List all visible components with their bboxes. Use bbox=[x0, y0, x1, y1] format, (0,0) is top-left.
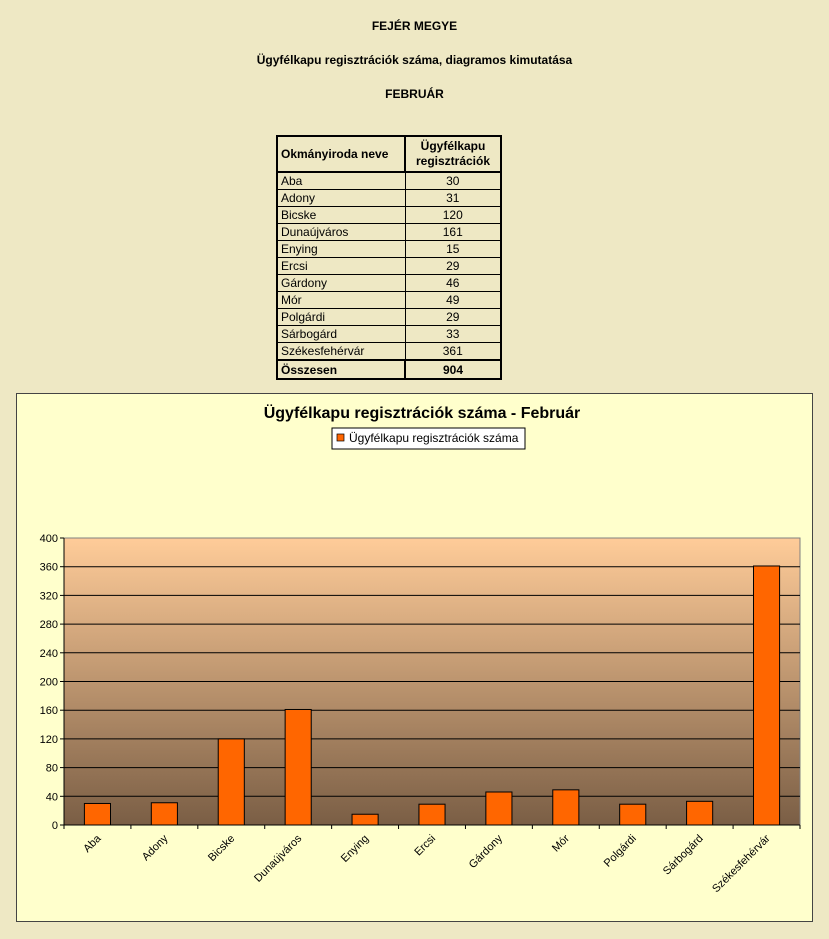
y-tick-label: 160 bbox=[39, 705, 58, 718]
bar-enying bbox=[352, 814, 378, 825]
chart-title: Ügyfélkapu regisztrációk száma - Február bbox=[263, 405, 581, 422]
report-subtitle: Ügyfélkapu regisztrációk száma, diagramos kimutatása bbox=[256, 53, 573, 67]
legend-label: Ügyfélkapu regisztrációk száma bbox=[349, 431, 519, 445]
table-row bbox=[277, 224, 501, 241]
column-header-registrations bbox=[405, 136, 501, 172]
bar-chart bbox=[17, 394, 812, 921]
y-tick-label: 360 bbox=[39, 561, 58, 574]
table-total-row bbox=[277, 360, 501, 379]
registration-count-cell: 30 bbox=[405, 172, 501, 190]
registration-table bbox=[276, 135, 502, 380]
legend-swatch bbox=[337, 434, 344, 441]
registration-count-cell: 361 bbox=[405, 343, 501, 361]
bar-bicske bbox=[218, 739, 244, 825]
bar-aba bbox=[84, 803, 110, 825]
registration-count-cell: 29 bbox=[405, 309, 501, 326]
table-row bbox=[277, 241, 501, 258]
x-tick-label: Mór bbox=[550, 832, 572, 855]
x-tick-label: Sárbogárd bbox=[660, 832, 706, 878]
office-name-cell: Ercsi bbox=[277, 258, 405, 275]
bar-ercsi bbox=[419, 804, 445, 825]
table-row bbox=[277, 172, 501, 190]
y-tick-label: 400 bbox=[39, 533, 58, 545]
y-tick-label: 200 bbox=[39, 676, 58, 689]
office-name-cell: Gárdony bbox=[277, 275, 405, 292]
table-header-row bbox=[277, 136, 501, 172]
office-name-cell: Bicske bbox=[277, 207, 405, 224]
region-title: FEJÉR MEGYE bbox=[371, 19, 458, 33]
y-tick-label: 40 bbox=[45, 791, 58, 804]
x-tick-label: Adony bbox=[139, 832, 171, 864]
month-title: FEBRUÁR bbox=[385, 87, 444, 101]
x-tick-label: Polgárdi bbox=[601, 832, 639, 870]
registration-count-cell: 31 bbox=[405, 190, 501, 207]
table-row bbox=[277, 207, 501, 224]
office-name-cell: Dunaújváros bbox=[277, 224, 405, 241]
x-tick-label: Enying bbox=[338, 832, 372, 865]
column-header-line2: regisztrációk bbox=[415, 154, 491, 168]
x-tick-label: Gárdony bbox=[466, 832, 506, 871]
column-header-office: Okmányiroda neve bbox=[277, 136, 405, 172]
table-row bbox=[277, 343, 501, 361]
bar-székesfehérvár bbox=[753, 566, 779, 825]
table-row bbox=[277, 292, 501, 309]
y-tick-label: 240 bbox=[39, 647, 58, 660]
registration-count-cell: 46 bbox=[405, 275, 501, 292]
office-name-cell: Enying bbox=[277, 241, 405, 258]
office-name-cell: Székesfehérvár bbox=[277, 343, 405, 361]
table-row bbox=[277, 326, 501, 343]
registration-count-cell: 49 bbox=[405, 292, 501, 309]
bar-mór bbox=[553, 790, 579, 825]
x-tick-label: Bicske bbox=[205, 832, 238, 865]
table-row bbox=[277, 275, 501, 292]
x-tick-label: Dunaújváros bbox=[252, 832, 305, 885]
office-name-cell: Polgárdi bbox=[277, 309, 405, 326]
office-name-cell: Mór bbox=[277, 292, 405, 309]
bar-gárdony bbox=[486, 792, 512, 825]
total-value: 904 bbox=[405, 360, 501, 379]
bar-sárbogárd bbox=[687, 801, 713, 825]
table-row bbox=[277, 190, 501, 207]
y-tick-label: 0 bbox=[51, 820, 58, 832]
total-label: Összesen bbox=[277, 360, 405, 379]
bar-adony bbox=[151, 803, 177, 825]
y-tick-label: 120 bbox=[39, 733, 58, 746]
office-name-cell: Adony bbox=[277, 190, 405, 207]
y-tick-label: 320 bbox=[39, 590, 58, 603]
registration-count-cell: 33 bbox=[405, 326, 501, 343]
office-name-cell: Sárbogárd bbox=[277, 326, 405, 343]
y-tick-label: 80 bbox=[45, 762, 58, 775]
office-name-cell: Aba bbox=[277, 172, 405, 190]
registration-count-cell: 29 bbox=[405, 258, 501, 275]
registration-count-cell: 120 bbox=[405, 207, 501, 224]
column-header-line1: Ügyfélkapu bbox=[420, 139, 486, 153]
x-tick-label: Székesfehérvár bbox=[710, 832, 773, 896]
table-row bbox=[277, 258, 501, 275]
table-body bbox=[277, 172, 501, 360]
x-tick-label: Ercsi bbox=[412, 832, 439, 859]
chart-area bbox=[16, 393, 813, 922]
bar-dunaújváros bbox=[285, 709, 311, 825]
table-row bbox=[277, 309, 501, 326]
x-tick-label: Aba bbox=[81, 832, 104, 855]
registration-count-cell: 15 bbox=[405, 241, 501, 258]
registration-count-cell: 161 bbox=[405, 224, 501, 241]
bar-polgárdi bbox=[620, 804, 646, 825]
y-tick-label: 280 bbox=[39, 619, 58, 632]
